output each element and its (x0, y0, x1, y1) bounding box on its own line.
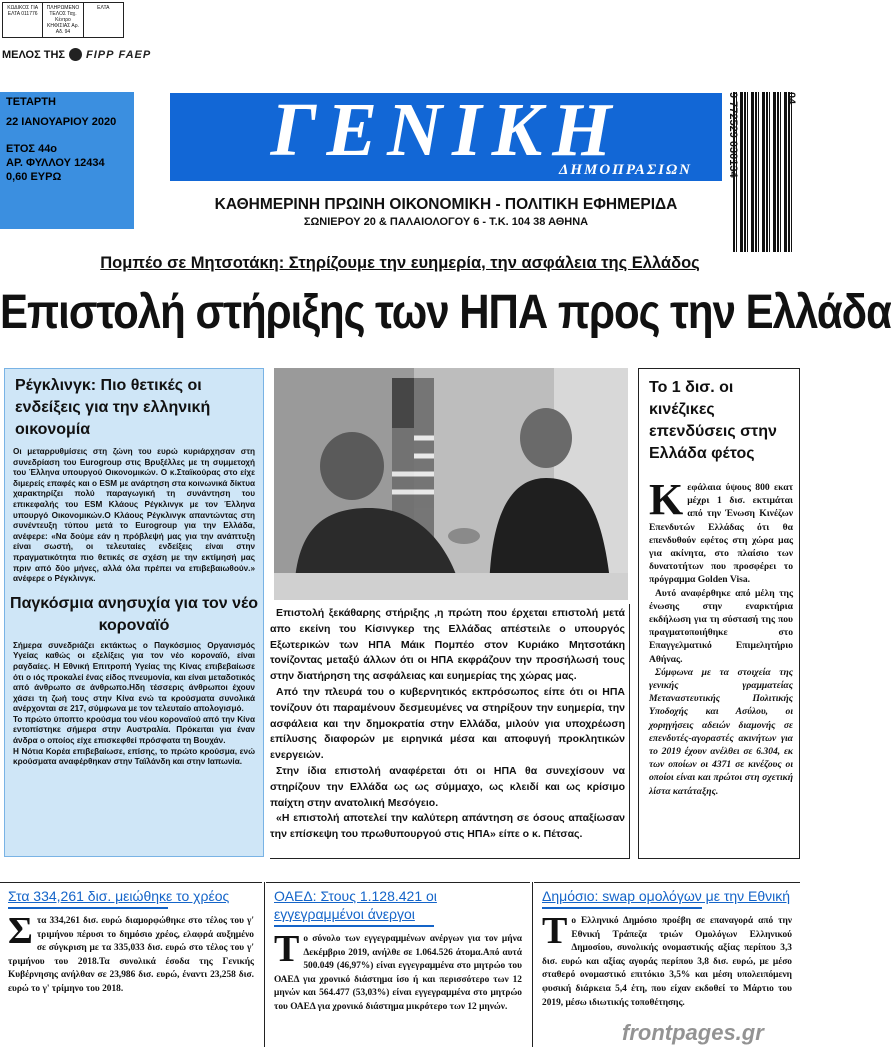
membership-line (2, 48, 151, 61)
main-story-paragraph: «Η επιστολή αποτελεί την καλύτερη απάντηση σε όσους απαξίωσαν την επίσκεψη του πρωθυπουργού στις ΗΠΑ» είπε ο κ. Πέτσας. (270, 812, 625, 841)
right-story-body: εφάλαια ύψους 800 εκατ μέχρι 1 δισ. εκτιμάται από την Ένωση Κινέζων Επενδυτών Ελλάδας ότι θα επενδυθούν εφέτος στη χώρα μας για ακίνητα, στο πλαίσιο των δυνατοτήτων που προσφέρει το πρόγραμμα Golden Visa. (649, 482, 793, 586)
stamp-cell: ΚΩΔΙΚΟΣ ΓΙΑ ΕΛΤΑ 011776 (3, 3, 43, 37)
member-label: ΜΕΛΟΣ ΤΗΣ (2, 48, 66, 61)
fipp-logo-icon (69, 48, 82, 61)
bottom-story-2 (266, 882, 530, 1047)
barcode-bars (733, 92, 795, 252)
main-story-paragraph: Επιστολή ξεκάθαρης στήριξης ,η πρώτη που έρχεται επιστολή μετά απο εκείνη του Κίσινγκερ της Ελλάδας απέστειλε ο υπουργός Εξωτερικών των ΗΠΑ Μάικ Πομπέο στον Κυριάκο Μητσοτάκη τονίζοντας μεταξύ άλλων ότι οι ΗΠΑ εκφράζουν την προσήλωσή τους στην διατήρηση της ασφάλειας και ευημερίας της χώρας μας. (270, 607, 625, 683)
postal-stamp (2, 2, 124, 38)
masthead-subtitle: ΔΗΜΟΠΡΑΣΙΩΝ (558, 162, 692, 178)
right-column (638, 368, 800, 859)
title-underline (8, 907, 168, 909)
right-story-body: Αυτό αναφέρθηκε από μέλη της ένωσης στην εναρκτήρια εκδήλωση για τη σύστασή της που πραγματοποιήθηκε στο Επαγγελματικό Επιμελητήριο Αθήνας. (649, 587, 793, 665)
barcode-edition: 04 (785, 92, 797, 105)
kicker-link[interactable]: Πομπέο σε Μητσοτάκη: Στηρίζουμε την ευημερία, την ασφάλεια της Ελλάδος (100, 254, 700, 272)
main-story-paragraph: Από την πλευρά του ο κυβερνητικός εκπρόσωπος είπε ότι οι ΗΠΑ τονίζουν ότι παραμένουν δεσμευμένες να στηρίξουν την ευημερία, την ασφάλεια και την δημοκρατία στην Ελλάδα, μιλούν για υποχρέωση επίλυσης διαφορών με ειρηνικά μέσα και αποφυγή προκλητικών ενεργειών. (270, 685, 625, 762)
stamp-cell: ΠΛΗΡΩΜΕΝΟ ΤΕΛΟΣ Ταχ. Κέντρο ΚΗΦΙΣΙΑΣ Αρ. Αδ. 94 (43, 3, 83, 37)
photo-illustration (274, 368, 628, 600)
left-story-title[interactable]: Ρέγκλινγκ: Πιο θετικές οι ενδείξεις για την ελληνική οικονομία (15, 377, 211, 438)
handshake-photo (274, 368, 628, 600)
title-underline (274, 925, 434, 927)
masthead-name: ΓΕΝΙΚΗ (270, 88, 622, 172)
left-story2-title[interactable]: Παγκόσμια ανησυχία για τον νέο κοροναϊό (10, 594, 258, 634)
bottom-story-body: τα 334,261 δισ. ευρώ διαμορφώθηκε στο τέλος του γ' τριμήνου πέρυσι το δημόσιο χρέος, ελαφρά αυξημένο σε σύγκριση με τα 335,033 δισ. ευρώ στο τέλος του γ' τριμήνου του 2018.Τα συνολικά έσοδα της Γενικής Κυβέρνησης ανήλθαν σε 23,986 δισ. ευρώ, έναντι 23,258 δισ. ευρώ το γ' τρίμηνο του 2018. (8, 916, 254, 994)
main-story-paragraph: Στην ίδια επιστολή αναφέρεται ότι οι ΗΠΑ θα συνεχίσουν να στηρίζουν την Ελλάδα ως ως σύμμαχο, ως κλειδί και ως κρίσιμο παίχτη στην ανατολική Μεσόγειο. (270, 764, 625, 809)
column-divider (264, 882, 265, 1047)
masthead-tagline: ΚΑΘΗΜΕΡΙΝΗ ΠΡΩΙΝΗ ΟΙΚΟΝΟΜΙΚΗ - ΠΟΛΙΤΙΚΗ ΕΦΗΜΕΡΙΔΑ (214, 196, 678, 213)
main-headline[interactable]: Επιστολή στήριξης των ΗΠΑ προς την Ελλάδα (0, 284, 891, 339)
bottom-story-body: ο Ελληνικό Δημόσιο προέβη σε επαναγορά από την Εθνική Τράπεζα τριών Ομολόγων Ελληνικού Δημοσίου, συνολικής ονομαστικής αξίας περίπου 3,3 δισ. ευρώ και αξίας αγοράς περίπου 3,8 δισ. ευρώ, με μέσο σταθερό ονομαστικό επιτόκιο 3,5% και μέση υπολειπόμενη φυσική διάρκεια 5,4 έτη, που είχαν εκδοθεί το Μάρτιο του 2019, μέσω ιδιωτικής τοποθέτησης. (542, 916, 792, 1008)
right-story-body: Σύμφωνα με τα στοιχεία της γενικής γραμματείας Μεταναστευτικής Πολιτικής Υποδοχής και Ασύλου, οι χορηγήσεις αδειών διαμονής σε επενδυτές-αγοραστές ακινήτων για το 2019 έχουν ανέλθει σε 6.304, εκ των οποίων οι 4371 σε κινέζους οι οποίοι είναι και πρώτοι στη σχετική λίστα κατάταξης. (649, 666, 793, 797)
issue-date: 22 ΙΑΝΟΥΑΡΙΟΥ 2020 (6, 116, 117, 128)
issue-info-box (0, 92, 134, 229)
left-story-body: Οι μεταρρυθμίσεις στη ζώνη του ευρώ κυριάρχησαν στη συνεδρίαση του Eurogroup στις Βρυξέλλες με τη συμμετοχή του Έλληνα υπουργού Οικονομικών. Ο κ.Σταϊκούρας στο είχε διμερείς επαφές και ο ESM με ανάρτηση στα κοινωνικά δίκτυα χαρακτηρίζει πολύ παραγωγική τη συνάντηση του επικεφαλής του ESM Κλάους Ρέγκλινγκ με τον Έλληνα υπουργό Οικονομικών.Ο Κλάους Ρέγκλινγκ απαντώντας στη συνέντευξη τύπου μετά το Eurogroup για την Ελλάδα, ανέφερε: «Να δούμε εάν η πρόβλεψή μας για την ανάπτυξη είναι σωστή, οι τελευταίες ενδείξεις είναι στην πραγματικότητα πιο θετικές σε σχέση με την εκτίμησή μας πριν από δύο μήνες, αλλά όλα πρέπει να επιβεβαιωθούν.» ανέφερε ο Ρέγκλινγκ. (13, 447, 255, 584)
bottom-story-dropcap: Τ (274, 928, 300, 970)
watermark: frontpages.gr (622, 1020, 764, 1045)
fipp-logo: FIPP (86, 48, 115, 61)
bottom-story-dropcap: Τ (542, 910, 568, 952)
faep-logo: FAEP (118, 48, 152, 61)
barcode-digits: 9 772529 030134 (727, 92, 739, 178)
masthead-logo (170, 88, 722, 181)
main-story (270, 604, 630, 859)
issue-price: 0,60 ΕΥΡΩ (6, 171, 62, 183)
title-underline (542, 907, 702, 909)
issue-day: ΤΕΤΑΡΤΗ (6, 96, 56, 108)
bottom-story-title[interactable]: ΟΑΕΔ: Στους 1.128.421 οι εγγεγραμμένοι άνεργοι (274, 888, 437, 922)
barcode (727, 92, 797, 252)
bottom-story-dropcap: Σ (8, 910, 33, 952)
issue-year: ΕΤΟΣ 44ο (6, 143, 58, 155)
bottom-story-title[interactable]: Δημόσιο: swap ομολόγων με την Εθνική (542, 888, 791, 904)
stamp-cell: ΕΛΤΑ (97, 5, 110, 11)
right-story-dropcap: Κ (649, 475, 684, 524)
left-column (4, 368, 264, 857)
right-story-title[interactable]: Το 1 δισ. οι κινέζικες επενδύσεις στην Ελλάδα φέτος (649, 379, 777, 462)
masthead-address: ΣΩΝΙΕΡΟΥ 20 & ΠΑΛΑΙΟΛΟΓΟΥ 6 - Τ.Κ. 104 38 ΑΘΗΝΑ (303, 216, 589, 228)
left-story2-body: Το πρώτο ύποπτο κρούσμα του νέου κοροναϊού από την Κίνα εντοπίστηκε σήμερα στην Αυστραλία. Πρόκειται για έναν άνδρα ο οποίος είχε επισκεφθεί πρόσφατα τη Βουχάν. (13, 714, 255, 746)
left-story2-body: Η Νότια Κορέα επιβεβαίωσε, επίσης, το πρώτο κρούσμα, ενώ κρούσματα αναφέρθηκαν στην Ταϊλάνδη και στην Ιαπωνία. (13, 746, 255, 767)
issue-number: ΑΡ. ΦΥΛΛΟΥ 12434 (6, 157, 105, 169)
column-divider (532, 882, 533, 1047)
bottom-story-1 (0, 882, 262, 1047)
bottom-story-title[interactable]: Στα 334,261 δισ. μειώθηκε το χρέος (8, 888, 230, 904)
left-story2-body: Σήμερα συνεδριάζει εκτάκτως ο Παγκόσμιος Οργανισμός Υγείας καθώς οι εξελίξεις για τον νέο κοροναϊό, είναι ραγδαίες. Η Εθνική Επιτροπή Υγείας της Κίνας επιβεβαίωσε ότι ο ιός προκαλεί ένας είδος πνευμονία, και είναι μεταδοτικός από άνθρωπο σε άνθρωπο.Ηδη τέσσερις άνθρωποι έχουν χάσει τη ζωή τους στην Κίνα ενώ τα κρούσματα συνολικά ανέρχονται σε 217, σύμφωνα με τον τελευταίο απολογισμό. (13, 640, 255, 714)
bottom-story-body: ο σύνολο των εγγεγραμμένων ανέργων για τον μήνα Δεκέμβριο 2019, ανήλθε σε 1.064.526 άτομα.Από αυτά 500.049 (46,97%) είναι εγγεγραμμένα στο μητρώο του ΟΑΕΔ για χρονικό διάστημα ίσο ή και περισσότερο των 12 μηνών και 564.477 (53,03%) είναι εγγεγραμμένα στο μητρώο του ΟΑΕΔ για χρονικό διάστημα μικρότερο των 12 μηνών. (274, 934, 522, 1012)
